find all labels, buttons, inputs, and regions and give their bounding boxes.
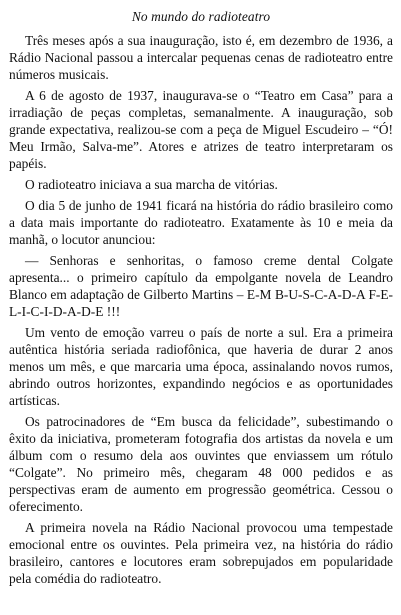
paragraph-2: A 6 de agosto de 1937, inaugurava-se o “Teatro em Casa” para a irradiação de peças completas, semanalmente. A inauguração, sob grande expectativa, realizou-se com a peça de Miguel Escudeiro – “Ó! Meu Irmão, Salva-me”. Atores e atrizes de teatro interpretaram os papéis. bbox=[9, 88, 393, 171]
paragraph-3: O radioteatro iniciava a sua marcha de vitórias. bbox=[25, 177, 278, 192]
paragraph-1: Três meses após a sua inauguração, isto é, em dezembro de 1936, a Rádio Nacional passou a intercalar pequenas cenas de radioteatro entre números musicais. bbox=[9, 33, 393, 82]
paragraph-6: Um vento de emoção varreu o país de norte a sul. Era a primeira autêntica história seriada radiofônica, que haveria de durar 2 anos menos um mês, e que marcaria uma época, assinalando novos rumos, abrindo outros horizontes, expandindo negócios e as oportunidades artísticas. bbox=[9, 325, 393, 408]
paragraph-5: — Senhoras e senhoritas, o famoso creme dental Colgate apresenta... o primeiro capítulo da empolgante novela de Leandro Blanco em adaptação de Gilberto Martins – E-M B-U-S-C-A-D-A F-E-L-I-C-I-D-A-D-E !!! bbox=[9, 253, 393, 319]
paragraph-4: O dia 5 de junho de 1941 ficará na história do rádio brasileiro como a data mais importante do radioteatro. Exatamente às 10 e meia da manhã, o locutor anunciou: bbox=[9, 198, 393, 247]
paragraph-8: A primeira novela na Rádio Nacional provocou uma tempestade emocional entre os ouvintes. Pela primeira vez, na história do rádio brasileiro, cantores e locutores eram sobrepujados em popularidade pela comédia do radioteatro. bbox=[9, 520, 393, 586]
article-title: No mundo do radioteatro bbox=[131, 9, 271, 24]
paragraph-7: Os patrocinadores de “Em busca da felicidade”, subestimando o êxito da iniciativa, prometeram fotografia dos artistas da novela e um álbum com o resumo dela aos ouvintes que enviassem um rótulo “Colgate”. No primeiro mês, chegaram 48 000 pedidos e as perspectivas eram de aumento em progressão geométrica. Cessou o oferecimento. bbox=[9, 414, 393, 514]
